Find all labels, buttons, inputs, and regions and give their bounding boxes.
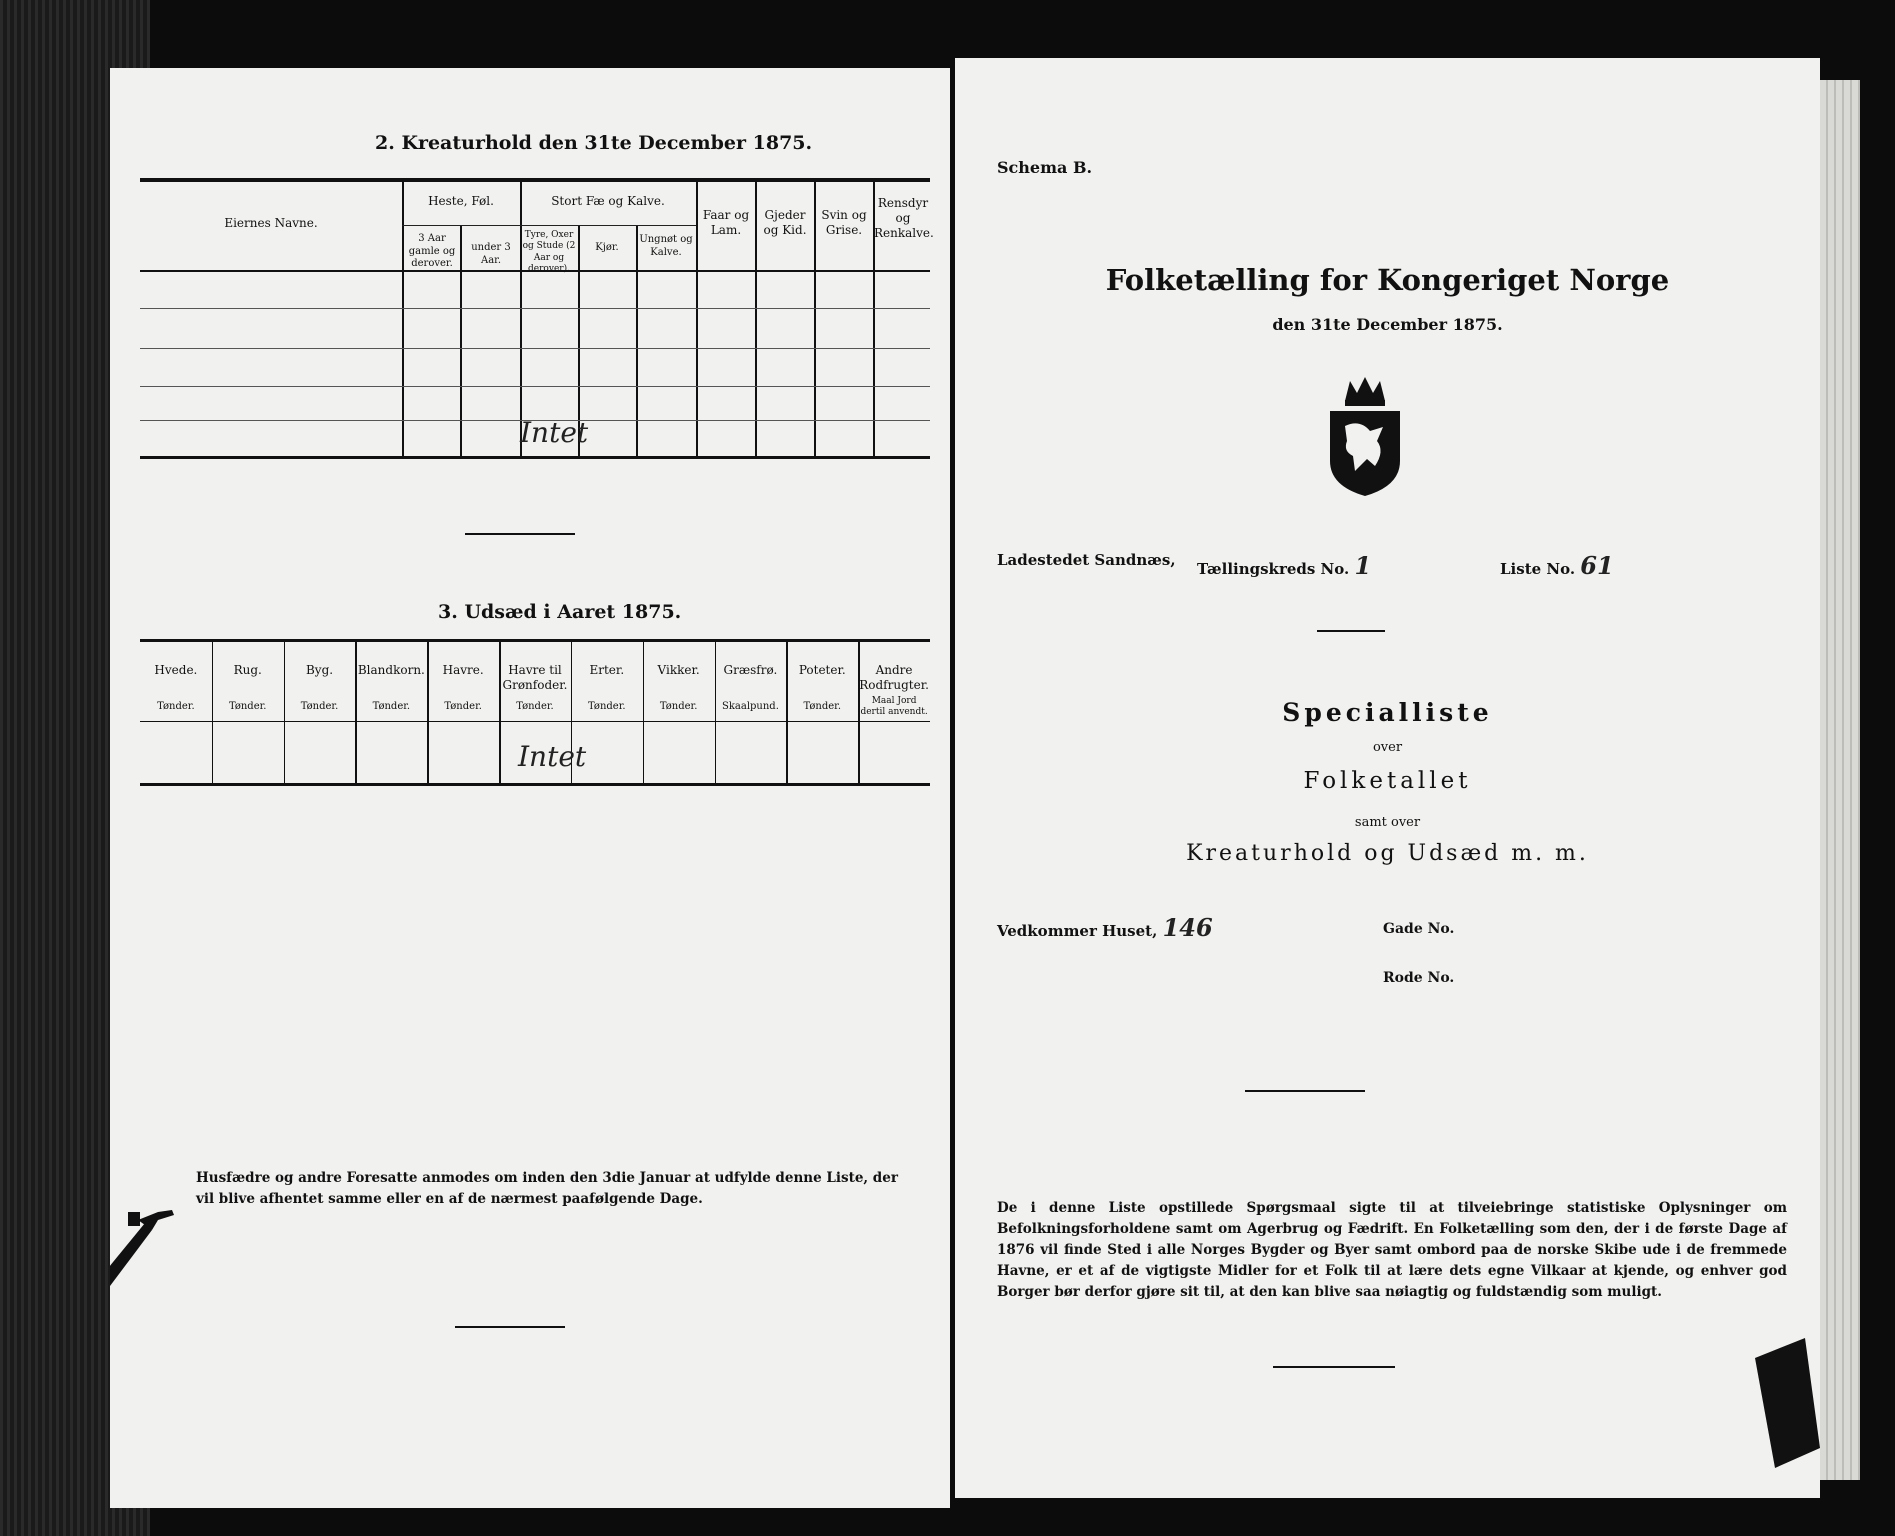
kreaturhold-title: Kreaturhold og Udsæd m. m. xyxy=(1186,841,1589,866)
list-label: Liste No. xyxy=(1500,560,1576,578)
udsaed-col-header: Erter. xyxy=(589,663,625,677)
footnote: Husfædre og andre Foresatte anmodes om inden den 3die Januar at udfylde denne Liste, der vil blive afhentet samme eller en af de nærmest paafølgende Dage. xyxy=(196,1170,898,1207)
table-bottom-rule xyxy=(140,456,930,459)
list-value: 61 xyxy=(1580,551,1614,580)
udsaed-col-unit: Tønder. xyxy=(372,701,411,712)
main-title: Folketælling for Kongeriget Norge xyxy=(1105,263,1670,297)
udsaed-col-unit: Tønder. xyxy=(588,701,626,712)
udsaed-col-header: Græsfrø. xyxy=(723,663,778,677)
udsaed-col-header: Havre. xyxy=(442,663,484,677)
col-sheep: Faar og Lam. xyxy=(702,208,750,237)
udsaed-col-header: Hvede. xyxy=(154,663,198,677)
udsaed-col-header: Byg. xyxy=(305,663,334,677)
place-value: Sandnæs, xyxy=(1094,551,1176,569)
specialliste-title: Specialliste xyxy=(1282,698,1493,727)
col-storfe-group: Stort Fæ og Kalve. xyxy=(551,194,665,208)
table1-stamp-intet: Intet xyxy=(520,416,589,449)
right-page xyxy=(955,58,1820,1498)
udsaed-col-unit: Tønder. xyxy=(803,701,842,712)
page-stack-edge xyxy=(1820,80,1860,1480)
col-storfe-bulls: Tyre, Oxer og Stude (2 Aar og derover). xyxy=(522,230,576,274)
udsaed-col-unit: Tønder. xyxy=(300,701,339,712)
col-heste-group: Heste, Føl. xyxy=(428,194,494,208)
udsaed-col-unit: Maal Jord dertil anvendt. xyxy=(860,696,928,718)
col-storfe-cows: Kjør. xyxy=(595,242,619,253)
udsaed-col-header: Havre til Grønfoder. xyxy=(502,663,568,692)
table2-header-rule xyxy=(140,721,930,722)
mid-separator xyxy=(1245,1090,1365,1092)
pointing-hand-icon xyxy=(110,1168,180,1288)
table2-bottom-rule xyxy=(140,783,930,786)
folketallet-title: Folketallet xyxy=(1303,768,1472,794)
schema-label: Schema B. xyxy=(997,158,1093,177)
udsaed-col-unit: Tønder. xyxy=(516,701,554,712)
place-line xyxy=(997,551,1176,569)
over-1: over xyxy=(1372,740,1403,755)
col-owners-header: Eiernes Navne. xyxy=(224,216,318,230)
udsaed-col-header: Poteter. xyxy=(798,663,846,677)
intro-paragraph: De i denne Liste opstillede Spørgsmaal sigte til at tilveiebringe statistiske Oplysninger om Befolkningsforholdene samt om Agerbrug og Fædrift. En Folketælling som den, der i de første Dage af 1876 vil finde Sted i alle Norges Bygder og Byer samt ombord paa de norske Skibe ude i de fremmede Havne, er et af de vigtigste Midler for et Folk til at lære dets egne Vilkaar at kjende, og enhver god Borger bør derfor gjøre sit til, at den kan blive saa nøiagtig og fuldstændig som muligt. xyxy=(997,1200,1787,1300)
col-storfe-young: Ungnøt og Kalve. xyxy=(639,234,693,258)
col-heste-old: 3 Aar gamle og derover. xyxy=(408,233,456,269)
col-pigs: Svin og Grise. xyxy=(821,208,867,237)
udsaed-col-header: Blandkorn. xyxy=(357,663,425,677)
district-value: 1 xyxy=(1354,551,1372,580)
udsaed-col-unit: Tønder. xyxy=(444,701,482,712)
col-reindeer: Rensdyr og Renkalve. xyxy=(874,196,934,240)
udsaed-col-header: Rug. xyxy=(233,663,262,677)
udsaed-col-unit: Tønder. xyxy=(157,701,195,712)
udsaed-col-unit: Tønder. xyxy=(228,701,267,712)
udsaed-col-header: Vikker. xyxy=(657,663,700,677)
udsaed-col-unit: Skaalpund. xyxy=(721,701,779,712)
house-label: Vedkommer Huset, xyxy=(997,922,1158,940)
bottom-rule-right xyxy=(1273,1366,1395,1368)
district-line xyxy=(1197,551,1371,580)
table2-stamp-intet: Intet xyxy=(518,740,587,773)
samt-over: samt over xyxy=(1354,815,1421,830)
udsaed-col-unit: Tønder. xyxy=(659,701,698,712)
rode-label: Rode No. xyxy=(1383,970,1455,986)
table2-top-rule xyxy=(140,639,930,642)
list-line xyxy=(1500,551,1614,580)
district-label: Tællingskreds No. xyxy=(1197,560,1350,578)
col-goats: Gjeder og Kid. xyxy=(763,208,807,237)
col-heste-young: under 3 Aar. xyxy=(471,242,511,266)
place-label: Ladestedet xyxy=(997,551,1090,569)
separator-rule xyxy=(465,533,575,535)
rule-under-list xyxy=(1317,630,1385,632)
left-page xyxy=(110,68,950,1508)
gade-label: Gade No. xyxy=(1383,921,1455,937)
house-line xyxy=(997,913,1213,942)
bottom-separator xyxy=(455,1326,565,1328)
udsaed-col-header: Andre Rodfrugter. xyxy=(859,663,929,692)
coat-of-arms-icon xyxy=(1315,371,1415,501)
house-value: 146 xyxy=(1162,913,1213,942)
section-3-title: 3. Udsæd i Aaret 1875. xyxy=(438,601,682,623)
table-top-rule-thin xyxy=(140,181,930,182)
pointer-tab-icon xyxy=(1745,1338,1820,1468)
title-date: den 31te December 1875. xyxy=(1272,315,1503,334)
section-2-title: 2. Kreaturhold den 31te December 1875. xyxy=(375,132,813,154)
